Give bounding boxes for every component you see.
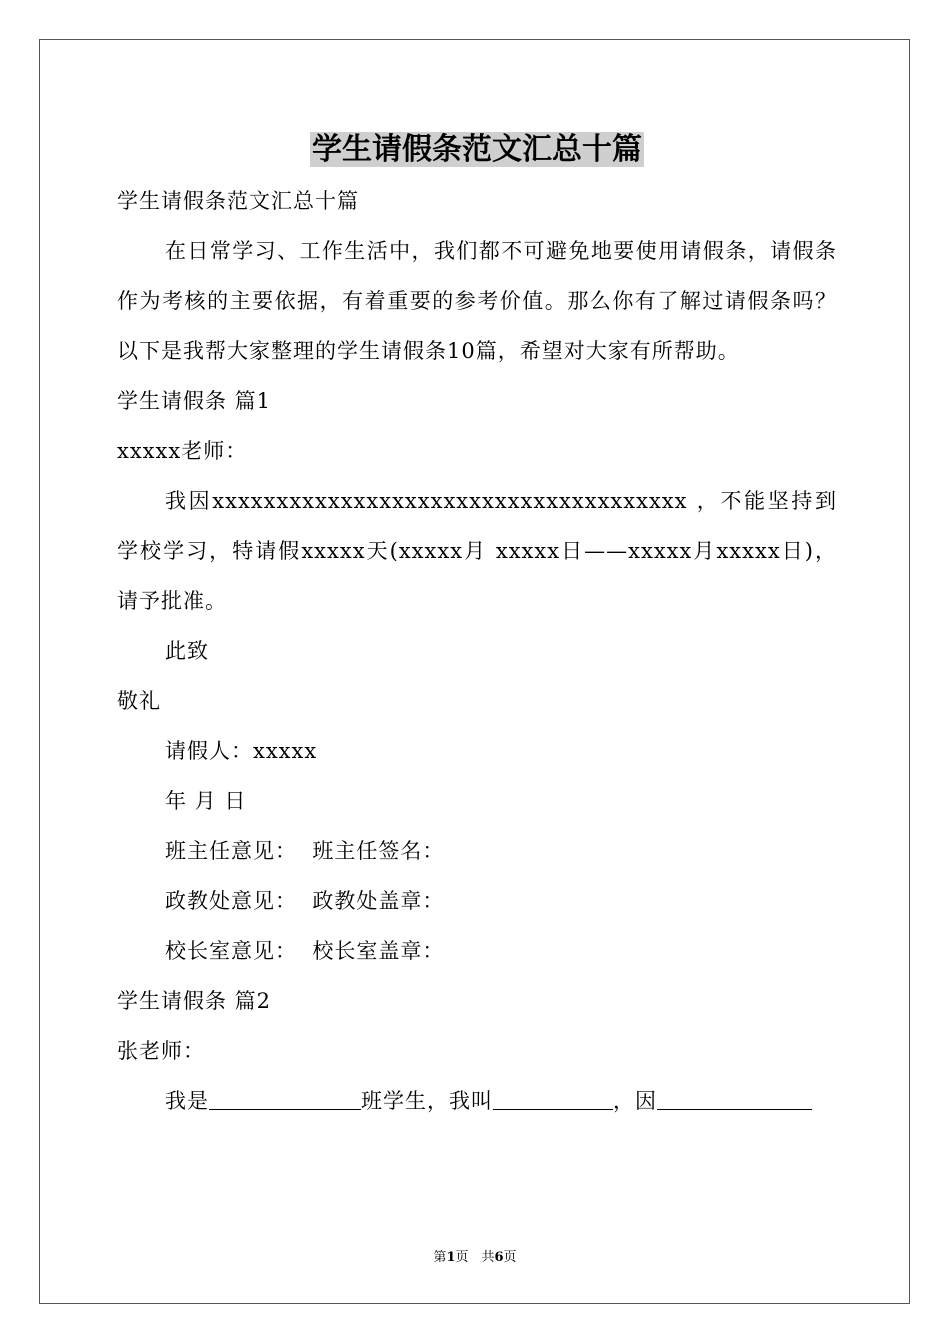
leave-body-1: 我因xxxxxxxxxxxxxxxxxxxxxxxxxxxxxxxxxxxxx ，不能坚持到学校学习，特请假xxxxx天(xxxxx月 xxxxx日——xxxxx月xxxxx日)，请予批准。 xyxy=(117,489,837,613)
page-total: 6 xyxy=(494,1250,504,1265)
applicant-line: 请假人：xxxxx xyxy=(165,739,318,763)
blank-class xyxy=(209,1087,361,1110)
salutation-2: 张老师： xyxy=(117,1039,205,1063)
approval-row-office: 政教处意见： 政教处盖章： xyxy=(165,889,445,913)
document-body xyxy=(117,124,837,1126)
approval-row-teacher: 班主任意见： 班主任签名： xyxy=(165,839,445,863)
closing-line-2: 敬礼 xyxy=(117,689,161,713)
salutation-1: xxxxx老师： xyxy=(117,439,248,463)
fill-in-line xyxy=(117,1076,837,1126)
fill-text-1: 我是 xyxy=(165,1089,209,1113)
page-current: 1 xyxy=(446,1250,456,1265)
intro-paragraph: 在日常学习、工作生活中，我们都不可避免地要使用请假条，请假条作为考核的主要依据，有着重要的参考价值。那么你有了解过请假条吗？以下是我帮大家整理的学生请假条10篇，希望对大家有所帮助。 xyxy=(117,239,837,363)
blank-name xyxy=(493,1087,613,1110)
section-heading-2: 学生请假条 篇2 xyxy=(117,989,272,1013)
fill-text-2: 班学生，我叫 xyxy=(361,1089,493,1113)
blank-reason xyxy=(657,1087,812,1110)
closing-line-1: 此致 xyxy=(165,639,209,663)
page-footer: 第1页 共6页 xyxy=(433,1250,517,1265)
section-heading-1: 学生请假条 篇1 xyxy=(117,389,272,413)
date-line: 年 月 日 xyxy=(165,789,247,813)
document-title: 学生请假条范文汇总十篇 xyxy=(312,132,642,167)
approval-row-principal: 校长室意见： 校长室盖章： xyxy=(165,939,445,963)
subtitle: 学生请假条范文汇总十篇 xyxy=(117,189,359,213)
fill-text-3: ，因 xyxy=(613,1089,657,1113)
